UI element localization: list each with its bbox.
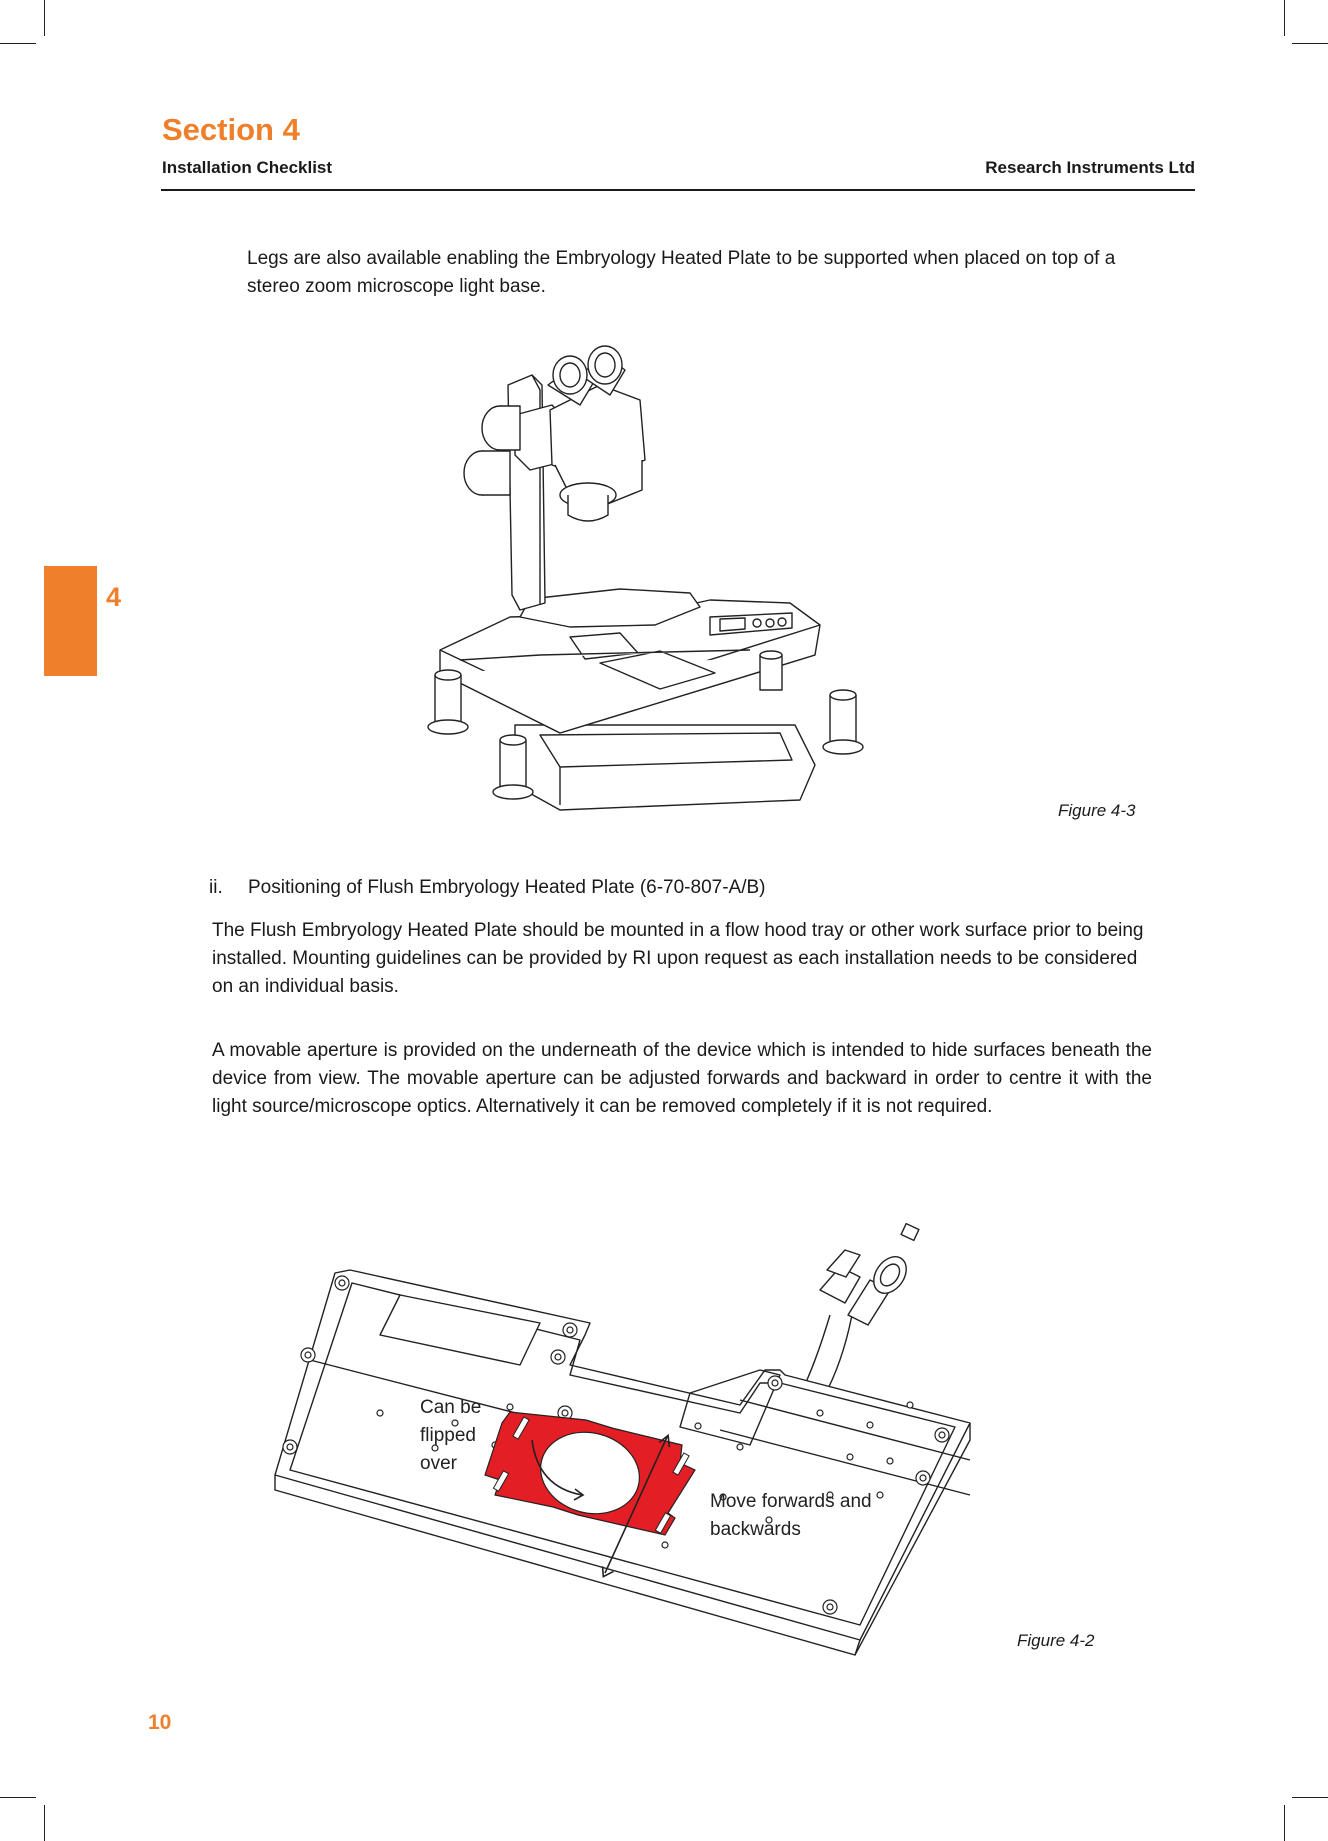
item-title: Positioning of Flush Embryology Heated Plate (6-70-807-A/B) [248,877,766,898]
paragraph-mounting: The Flush Embryology Heated Plate should be mounted in a flow hood tray or other work surface prior to being installed. Mounting guidelines can be provided by RI upon request as each installation needs to be considered on an individual basis. [212,920,1144,997]
figure-4-3-caption: Figure 4-3 [1058,801,1136,820]
chapter-tab [44,566,97,676]
intro-paragraph: Legs are also available enabling the Embryology Heated Plate to be supported when placed on top of a stereo zoom microscope light base. [247,248,1116,297]
crop-mark [0,1797,36,1798]
page-number: 10 [148,1711,172,1734]
section-subtitle: Installation Checklist [162,158,333,177]
figure-flush-plate-illustration [270,1195,990,1650]
crop-mark [0,43,36,44]
header-divider [161,189,1195,191]
crop-mark [1284,1805,1285,1841]
label-can-be-flipped: Can be [420,1397,482,1418]
item-number: ii. [209,877,223,898]
figure-4-2-caption: Figure 4-2 [1017,1631,1095,1650]
crop-mark [44,1805,45,1841]
label-move-forwards: backwards [710,1519,801,1540]
label-can-be-flipped: flipped [420,1425,476,1446]
figure-microscope-illustration [420,355,900,810]
company-name: Research Instruments Ltd [985,158,1195,177]
crop-mark [44,0,45,36]
label-can-be-flipped: over [420,1453,457,1474]
crop-mark [1292,43,1328,44]
crop-mark [1292,1797,1328,1798]
label-move-forwards: Move forwards and [710,1491,872,1512]
crop-mark [1284,0,1285,36]
section-title: Section 4 [162,112,300,147]
paragraph-aperture: A movable aperture is provided on the underneath of the device which is intended to hide surfaces beneath the device from view. The movable aperture can be adjusted forwards and backward in order to centre it with the light source/microscope optics. Alternatively it can be removed completely if it is not required. [212,1040,1152,1117]
chapter-tab-number: 4 [106,582,122,612]
